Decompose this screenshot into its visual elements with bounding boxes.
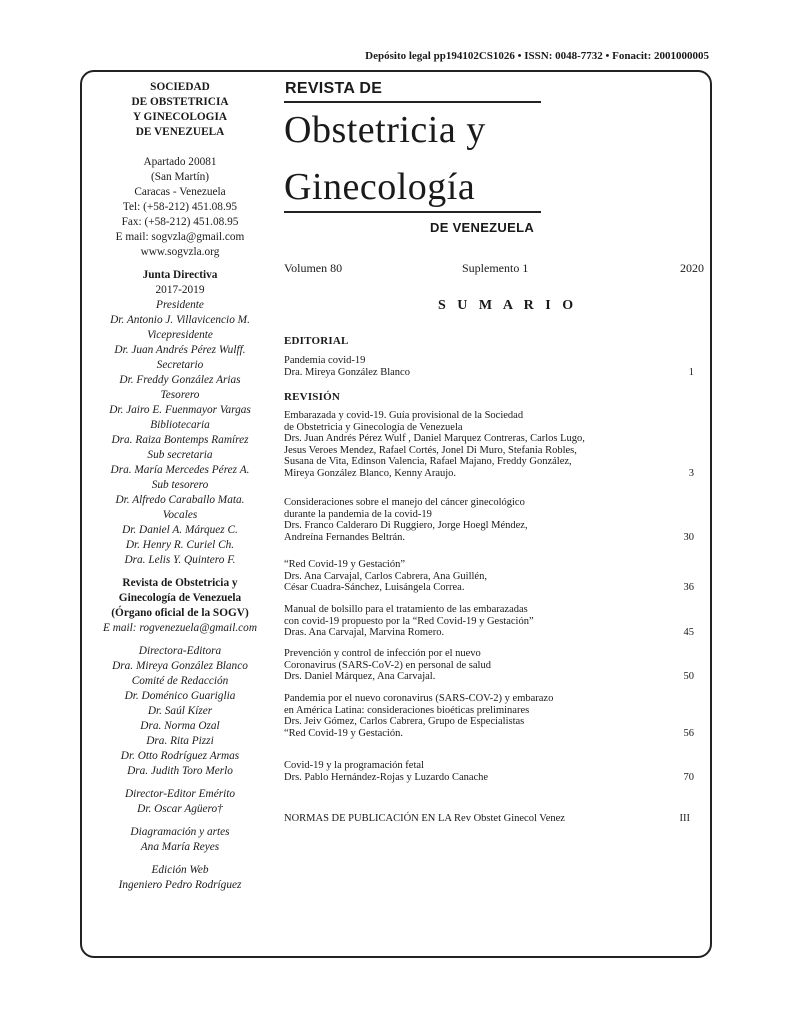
entry-line: Prevención y control de infección por el nuevo xyxy=(284,648,481,659)
entry-line: Drs. Ana Carvajal, Carlos Cabrera, Ana Guillén, xyxy=(284,570,487,582)
legal-deposit-line: Depósito legal pp194102CS1026 • ISSN: 0048-7732 • Fonacit: 2001000005 xyxy=(365,50,709,62)
masthead-title-line1: Obstetricia y xyxy=(284,109,486,151)
normas-label: NORMAS DE PUBLICACIÓN EN LA Rev Obstet Ginecol Venez xyxy=(284,813,565,824)
entry-page: 3 xyxy=(688,467,694,479)
junta-member: Dr. Freddy González Arias xyxy=(119,374,241,386)
sidebar xyxy=(86,80,274,893)
entry-line: en América Latina: consideraciones bioéticas preliminares xyxy=(284,704,530,716)
entry-line: Drs. Franco Calderaro Di Ruggiero, Jorge Hoegl Méndez, xyxy=(284,520,528,531)
entry-line: Consideraciones sobre el manejo del cáncer ginecológico xyxy=(284,497,525,508)
diagramacion-title: Diagramación y artes xyxy=(130,826,230,838)
junta-member: Dra. Lelis Y. Quintero F. xyxy=(124,554,236,566)
entry-line: Covid-19 y la programación fetal xyxy=(284,760,424,771)
normas-entry xyxy=(284,813,704,825)
entry-line: Drs. Jeiv Gómez, Carlos Cabrera, Grupo de Especialistas xyxy=(284,716,525,727)
directora-name: Dra. Mireya González Blanco xyxy=(112,660,248,672)
normas-page: III xyxy=(679,813,690,824)
entry-line: Mireya González Blanco, Kenny Araujo. xyxy=(284,467,457,479)
junta-member: Dr. Daniel A. Márquez C. xyxy=(122,524,238,536)
entry-line: Dra. Mireya González Blanco xyxy=(284,366,410,378)
entry-page: 45 xyxy=(683,627,694,638)
junta-member: Dr. Antonio J. Villavicencio M. xyxy=(110,314,250,326)
junta-member: Dra. María Mercedes Pérez A. xyxy=(110,464,250,476)
junta-title: Junta Directiva xyxy=(142,269,218,281)
entry-line: Susana de Vita, Edinson Valencia, Rafael Majano, Freddy González, xyxy=(284,456,572,467)
entry-line: “Red Covid-19 y Gestación. xyxy=(284,727,403,739)
year-label: 2020 xyxy=(680,261,704,275)
junta-role: Presidente xyxy=(156,299,204,311)
comite-member: Dra. Rita Pizzi xyxy=(146,735,214,747)
entry-line: Jesus Veroes Mendez, Rafael Cortés, Jonel Di Muro, Stefania Robles, xyxy=(284,444,577,456)
entry-line: Manual de bolsillo para el tratamiento de las embarazadas xyxy=(284,604,528,615)
junta-role: Vocales xyxy=(162,509,198,521)
revista-block: Revista de Obstetricia y Ginecología de Venezuela (Órgano oficial de la SOGV) xyxy=(111,577,249,619)
entry-page: 56 xyxy=(683,727,694,739)
sumario-entry[interactable] xyxy=(284,693,704,739)
entry-page: 36 xyxy=(683,582,694,593)
entry-line: Embarazada y covid-19. Guía provisional de la Sociedad xyxy=(284,410,524,421)
web-name: Ingeniero Pedro Rodríguez xyxy=(118,879,242,891)
entry-text xyxy=(284,497,634,543)
sumario-entry[interactable] xyxy=(284,648,704,683)
masthead-rule-top xyxy=(284,101,541,103)
junta-member: Dra. Raiza Bontemps Ramírez xyxy=(111,434,249,446)
entry-text xyxy=(284,355,634,378)
junta-member: Dr. Jairo E. Fuenmayor Vargas xyxy=(109,404,251,416)
comite-member: Dra. Norma Ozal xyxy=(140,720,220,732)
junta-list xyxy=(86,298,274,568)
entry-line: Drs. Juan Andrés Pérez Wulf , Daniel Marquez Contreras, Carlos Lugo, xyxy=(284,433,585,444)
emerito-title: Director-Editor Emérito xyxy=(124,788,236,800)
entry-text xyxy=(284,604,634,639)
society-email: E mail: sogvzla@gmail.com xyxy=(115,231,245,243)
junta-member: Dr. Alfredo Caraballo Mata. xyxy=(115,494,245,506)
entry-line: Pandemia covid-19 xyxy=(284,355,366,366)
comite-member: Dr. Saúl Kízer xyxy=(147,705,213,717)
entry-text xyxy=(284,693,634,739)
masthead-rule-bottom xyxy=(284,211,541,213)
entry-line: César Cuadra-Sánchez, Luisángela Correa. xyxy=(284,582,465,593)
sumario-entry[interactable] xyxy=(284,559,704,594)
masthead-title-line2: Ginecología xyxy=(284,166,476,208)
entry-page: 30 xyxy=(683,531,694,543)
entry-text xyxy=(284,648,634,683)
junta-member: Dr. Henry R. Curiel Ch. xyxy=(125,539,235,551)
section-editorial: EDITORIAL xyxy=(284,335,349,347)
directora-title: Directora-Editora xyxy=(138,645,222,657)
volume-label: Volumen 80 xyxy=(284,261,343,275)
entry-text xyxy=(284,410,634,479)
society-website: www.sogvzla.org xyxy=(140,246,220,258)
society-address: Apartado 20081 (San Martín) Caracas - Venezuela Tel: (+58-212) 451.08.95 Fax: (+58-212) 451.08.95 E mail: sogvzla@gmail.com www.sogvzla.org xyxy=(86,155,274,260)
sumario-entry[interactable] xyxy=(284,497,704,543)
sumario-entry[interactable] xyxy=(284,410,704,479)
entry-line: de Obstetricia y Ginecología de Venezuela xyxy=(284,421,463,433)
masthead-revista-de: REVISTA DE xyxy=(285,80,383,97)
diagramacion-name: Ana María Reyes xyxy=(140,841,220,853)
junta-role: Secretario xyxy=(156,359,204,371)
revista-email: E mail: rogvenezuela@gmail.com xyxy=(103,622,257,634)
society-name: SOCIEDAD DE OBSTETRICIA Y GINECOLOGIA DE VENEZUELA xyxy=(131,81,229,138)
comite-list xyxy=(86,689,274,779)
entry-line: Drs. Pablo Hernández-Rojas y Luzardo Canache xyxy=(284,771,489,783)
junta-role: Bibliotecaria xyxy=(150,419,210,431)
comite-member: Dr. Otto Rodríguez Armas xyxy=(120,750,240,762)
junta-role: Sub secretaria xyxy=(147,449,213,461)
entry-line: Andreína Fernandes Beltrán. xyxy=(284,531,406,543)
emerito-name: Dr. Oscar Agüero† xyxy=(137,803,223,815)
section-revision: REVISIÓN xyxy=(284,391,341,403)
supplement-label: Suplemento 1 xyxy=(462,261,529,275)
junta-role: Sub tesorero xyxy=(151,479,209,491)
junta-member: Dr. Juan Andrés Pérez Wulff. xyxy=(114,344,246,356)
sumario-entry[interactable] xyxy=(284,604,704,639)
entry-text xyxy=(284,559,634,594)
junta-years: 2017-2019 xyxy=(155,284,205,296)
comite-title: Comité de Redacción xyxy=(131,675,229,687)
sumario-entry[interactable] xyxy=(284,760,704,783)
entry-text xyxy=(284,760,634,783)
comite-member: Dra. Judith Toro Merlo xyxy=(127,765,233,777)
junta-role: Vicepresidente xyxy=(147,329,213,341)
entry-line: Drs. Daniel Márquez, Ana Carvajal. xyxy=(284,671,436,682)
comite-member: Dr. Doménico Guariglia xyxy=(124,690,236,702)
entry-page: 70 xyxy=(683,771,694,783)
junta-role: Tesorero xyxy=(160,389,200,401)
sumario-title: S U M A R I O xyxy=(438,298,578,313)
masthead-de-venezuela: DE VENEZUELA xyxy=(430,220,535,235)
sumario-entry[interactable] xyxy=(284,355,704,378)
entry-line: “Red Covid-19 y Gestación” xyxy=(284,559,406,570)
entry-page: 1 xyxy=(688,366,694,378)
entry-line: con covid-19 propuesto por la “Red Covid-19 y Gestación” xyxy=(284,615,534,627)
entry-page: 50 xyxy=(683,671,694,682)
web-title: Edición Web xyxy=(151,864,209,876)
entry-line: Dras. Ana Carvajal, Marvina Romero. xyxy=(284,627,445,638)
entry-line: Pandemia por el nuevo coronavirus (SARS-COV-2) y embarazo xyxy=(284,693,554,704)
entry-line: Coronavirus (SARS-CoV-2) en personal de salud xyxy=(284,659,491,671)
entry-line: durante la pandemia de la covid-19 xyxy=(284,508,432,520)
